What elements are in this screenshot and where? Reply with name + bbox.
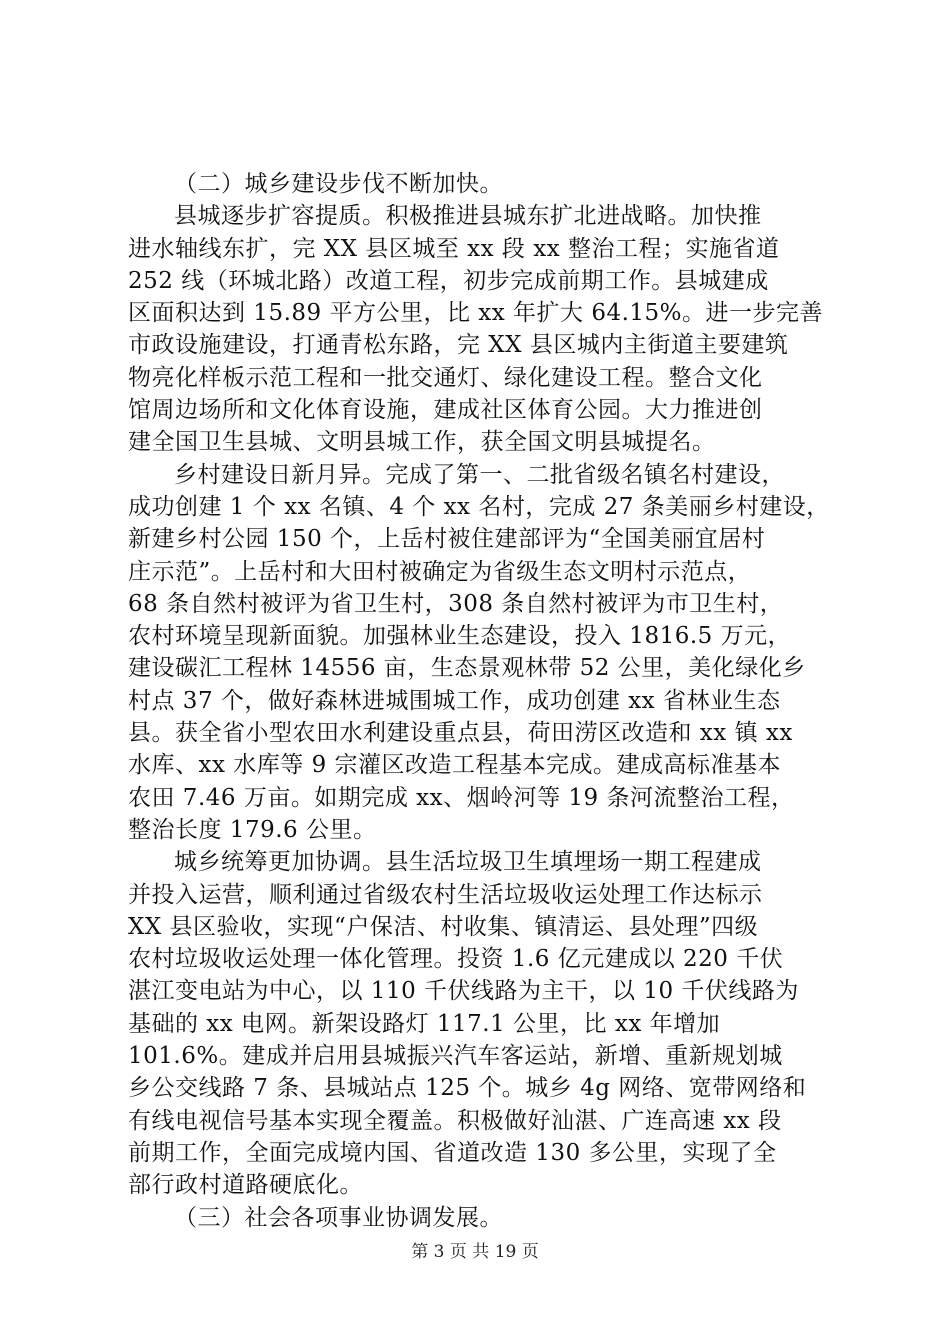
paragraph-line: 县城逐步扩容提质。积极推进县城东扩北进战略。加快推 xyxy=(174,203,762,230)
paragraph-line: 区面积达到 15.89 平方公里，比 xx 年扩大 64.15%。进一步完善 xyxy=(128,300,824,327)
paragraph-line: 101.6%。建成并启用县城振兴汽车客运站，新增、重新规划城 xyxy=(128,1043,783,1070)
paragraph-line: 水库、xx 水库等 9 宗灌区改造工程基本完成。建成高标准基本 xyxy=(128,752,782,779)
paragraph-line: 庄示范”。上岳村和大田村被确定为省级生态文明村示范点， xyxy=(128,558,752,585)
paragraph-line: 并投入运营，顺利通过省级农村生活垃圾收运处理工作达标示 xyxy=(128,881,763,908)
page-number-footer: 第 3 页 共 19 页 xyxy=(411,1242,539,1262)
section-heading-2: （二）城乡建设步伐不断加快。 xyxy=(174,171,503,197)
paragraph-line: 乡村建设日新月异。完成了第一、二批省级名镇名村建设， xyxy=(174,461,785,488)
paragraph-line: 部行政村道路硬底化。 xyxy=(128,1172,363,1199)
paragraph-line: 进水轴线东扩，完 XX 县区城至 xx 段 xx 整治工程；实施省道 xyxy=(128,235,780,262)
paragraph-line: 村点 37 个，做好森林进城围城工作，成功创建 xx 省林业生态 xyxy=(128,687,781,714)
paragraph-line: 基础的 xx 电网。新架设路灯 117.1 公里，比 xx 年增加 xyxy=(128,1010,721,1037)
paragraph-line: 68 条自然村被评为省卫生村，308 条自然村被评为市卫生村， xyxy=(128,590,784,617)
paragraph-line: 建设碳汇工程林 14556 亩，生态景观林带 52 公里，美化绿化乡 xyxy=(128,655,806,682)
paragraph-line: 252 线（环城北路）改道工程，初步完成前期工作。县城建成 xyxy=(128,267,769,294)
section-heading-3: （三）社会各项事业协调发展。 xyxy=(174,1204,503,1231)
paragraph-line: 农村环境呈现新面貌。加强林业生态建设，投入 1816.5 万元， xyxy=(128,623,792,650)
paragraph-line: 乡公交线路 7 条、县城站点 125 个。城乡 4g 网络、宽带网络和 xyxy=(128,1075,807,1102)
paragraph-line: 农田 7.46 万亩。如期完成 xx、烟岭河等 19 条河流整治工程， xyxy=(128,784,795,811)
paragraph-line: 前期工作，全面完成境内国、省道改造 130 多公里，实现了全 xyxy=(128,1139,777,1166)
paragraph-line: 湛江变电站为中心，以 110 千伏线路为主干，以 10 千伏线路为 xyxy=(128,978,799,1005)
paragraph-line: 农村垃圾收运处理一体化管理。投资 1.6 亿元建成以 220 千伏 xyxy=(128,946,784,973)
paragraph-line: 县。获全省小型农田水利建设重点县，荷田涝区改造和 xx 镇 xx xyxy=(128,720,793,747)
paragraph-line: 整治长度 179.6 公里。 xyxy=(128,816,377,843)
paragraph-line: 市政设施建设，打通青松东路，完 XX 县区城内主街道主要建筑 xyxy=(128,332,789,359)
paragraph-line: 新建乡村公园 150 个，上岳村被住建部评为“全国美丽宜居村 xyxy=(128,526,766,553)
paragraph-line: 有线电视信号基本实现全覆盖。积极做好汕湛、广连高速 xx 段 xyxy=(128,1107,782,1134)
body-text xyxy=(128,168,848,1234)
paragraph-line: 建全国卫生县城、文明县城工作，获全国文明县城提名。 xyxy=(128,429,716,456)
paragraph-line: 馆周边场所和文化体育设施，建成社区体育公园。大力推进创 xyxy=(128,397,763,424)
paragraph-line: 城乡统筹更加协调。县生活垃圾卫生填埋场一期工程建成 xyxy=(174,849,762,876)
paragraph-line: 成功创建 1 个 xx 名镇、4 个 xx 名村，完成 27 条美丽乡村建设， xyxy=(128,493,830,520)
paragraph-line: 物亮化样板示范工程和一批交通灯、绿化建设工程。整合文化 xyxy=(128,364,763,391)
paragraph-line: XX 县区验收，实现“户保洁、村收集、镇清运、县处理”四级 xyxy=(128,913,759,940)
